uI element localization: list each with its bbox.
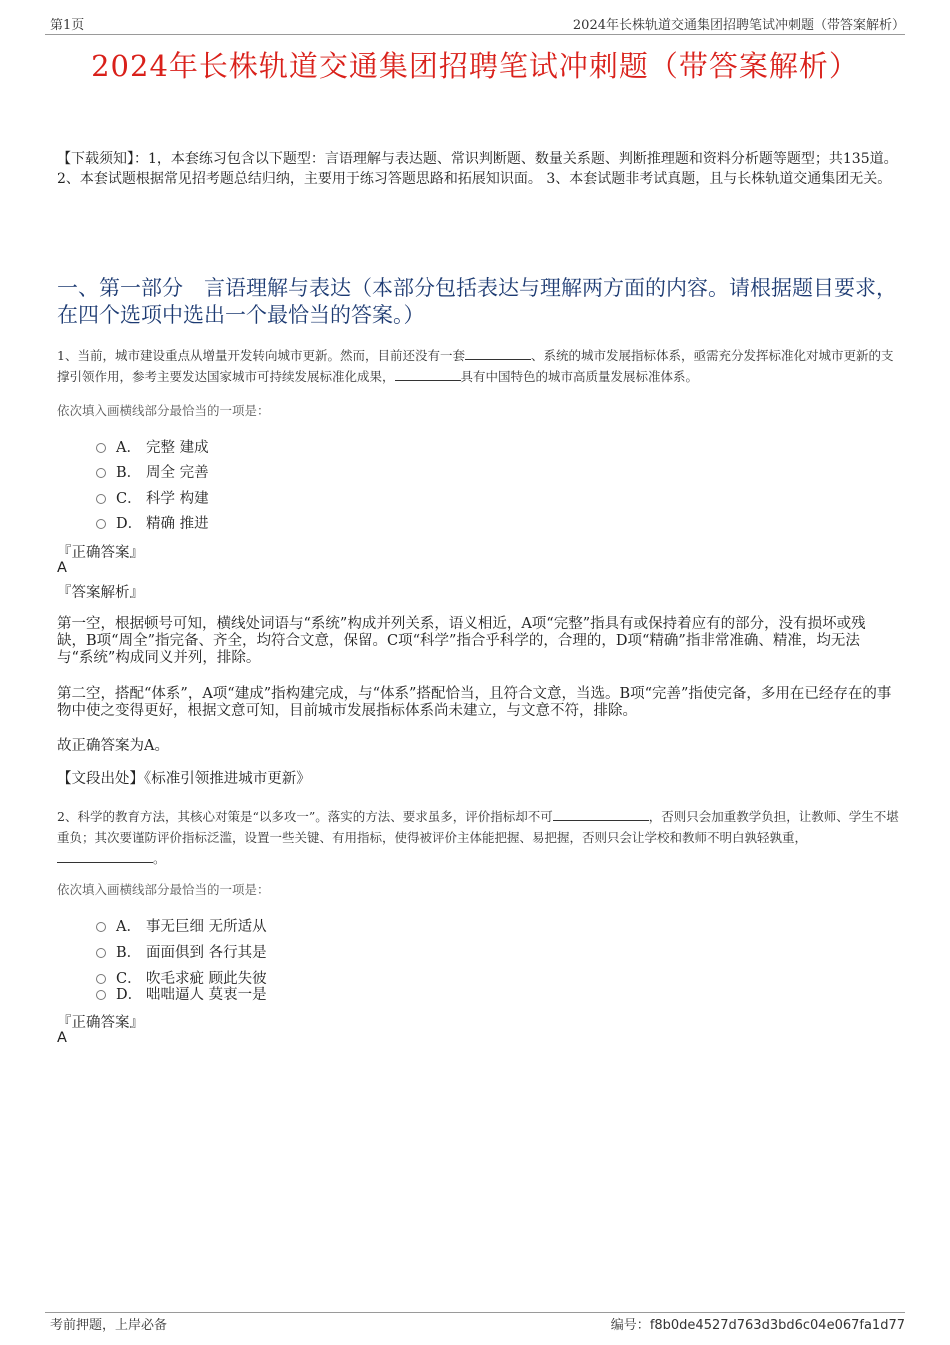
question-1-option-a[interactable]: A． 完整 建成 — [96, 436, 209, 456]
analysis-paragraph-2: 第二空，搭配“体系”，A项“建成”指构建完成，与“体系”搭配恰当，且符合文意，当选。B项“完善”指使完备，多用在已经存在的事物中使之变得更好，根据文意可知，目前城市发展指标体系尚未建立，与文意不符，排除。 — [57, 686, 892, 719]
fill-blank — [395, 367, 461, 381]
question-1-prompt: 依次填入画横线部分最恰当的一项是： — [57, 403, 270, 418]
analysis-conclusion: 故正确答案为A。 — [57, 738, 169, 754]
correct-answer-label: 『正确答案』 — [57, 1015, 144, 1031]
radio-button[interactable] — [96, 494, 106, 504]
radio-button[interactable] — [96, 948, 106, 958]
fill-blank — [465, 346, 531, 360]
correct-answer-label: 『正确答案』 — [57, 545, 144, 561]
running-header-title: 2024年长株轨道交通集团招聘笔试冲刺题（带答案解析） — [572, 18, 905, 33]
radio-button[interactable] — [96, 990, 106, 1000]
question-1-option-c[interactable]: C． 科学 构建 — [96, 487, 209, 507]
question-2-option-c[interactable]: C． 吹毛求疵 顾此失彼 — [96, 967, 267, 987]
footer-divider — [45, 1312, 905, 1313]
correct-answer: A — [57, 560, 67, 576]
analysis-paragraph-1: 第一空，根据顿号可知，横线处词语与“系统”构成并列关系，语义相近，A项“完整”指具有或保持着应有的部分，没有损坏或残缺，B项“周全”指完备、齐全，均符合文意，保留。C项“科学”指合乎科学的，合理的，D项“精确”指非常准确、精准，均无法与“系统”构成同义并列，排除。 — [57, 616, 866, 666]
fill-blank — [553, 807, 649, 821]
analysis-label: 『答案解析』 — [57, 585, 144, 601]
text-source: 【文段出处】《标准引领推进城市更新》 — [57, 771, 311, 787]
question-1-option-b[interactable]: B． 周全 完善 — [96, 461, 209, 481]
download-notice: 【下载须知】：1，本套练习包含以下题型：言语理解与表达题、常识判断题、数量关系题、判断推理题和资料分析题等题型；共135道。 2、本套试题根据常见招考题总结归纳，主要用于练习答题思路和拓展知识面。 3、本套试题非考试真题，且与长株轨道交通集团无关。 — [57, 151, 898, 187]
section-heading: 一、第一部分 言语理解与表达（本部分包括表达与理解两方面的内容。请根据题目要求，在四个选项中选出一个最恰当的答案。） — [57, 276, 897, 327]
question-1-option-d[interactable]: D． 精确 推进 — [96, 512, 209, 532]
fill-blank — [57, 849, 153, 863]
question-2-option-b[interactable]: B． 面面俱到 各行其是 — [96, 941, 267, 961]
question-2-option-a[interactable]: A． 事无巨细 无所适从 — [96, 915, 267, 935]
document-title: 2024年长株轨道交通集团招聘笔试冲刺题（带答案解析） — [91, 49, 859, 83]
question-1-text: 1、当前，城市建设重点从增量开发转向城市更新。然而，目前还没有一套 、系统的城市发展指标体系，亟需充分发挥标准化对城市更新的支撑引领作用，参考主要发达国家城市可持续发展标准化成果， 具有中国特色的城市高质量发展标准体系。 — [57, 348, 894, 384]
header-divider — [45, 34, 905, 35]
footer-slogan: 考前押题，上岸必备 — [50, 1318, 168, 1333]
question-2-prompt: 依次填入画横线部分最恰当的一项是： — [57, 882, 270, 897]
radio-button[interactable] — [96, 468, 106, 478]
radio-button[interactable] — [96, 443, 106, 453]
radio-button[interactable] — [96, 519, 106, 529]
page-number: 第1页 — [50, 18, 85, 33]
question-2-text: 2、科学的教育方法，其核心对策是“以多攻一”。落实的方法、要求虽多，评价指标却不可 ，否则只会加重教学负担，让教师、学生不堪重负；其次要谨防评价指标泛滥，设置一些关键、有用指标，使得被评价主体能把握、易把握，否则只会让学校和教师不明白孰轻孰重，。 — [57, 809, 899, 866]
radio-button[interactable] — [96, 922, 106, 932]
correct-answer: A — [57, 1030, 67, 1046]
question-2-option-d[interactable]: D． 咄咄逼人 莫衷一是 — [96, 983, 267, 1003]
document-code: 编号：f8b0de4527d763d3bd6c04e067fa1d77 — [610, 1318, 905, 1333]
